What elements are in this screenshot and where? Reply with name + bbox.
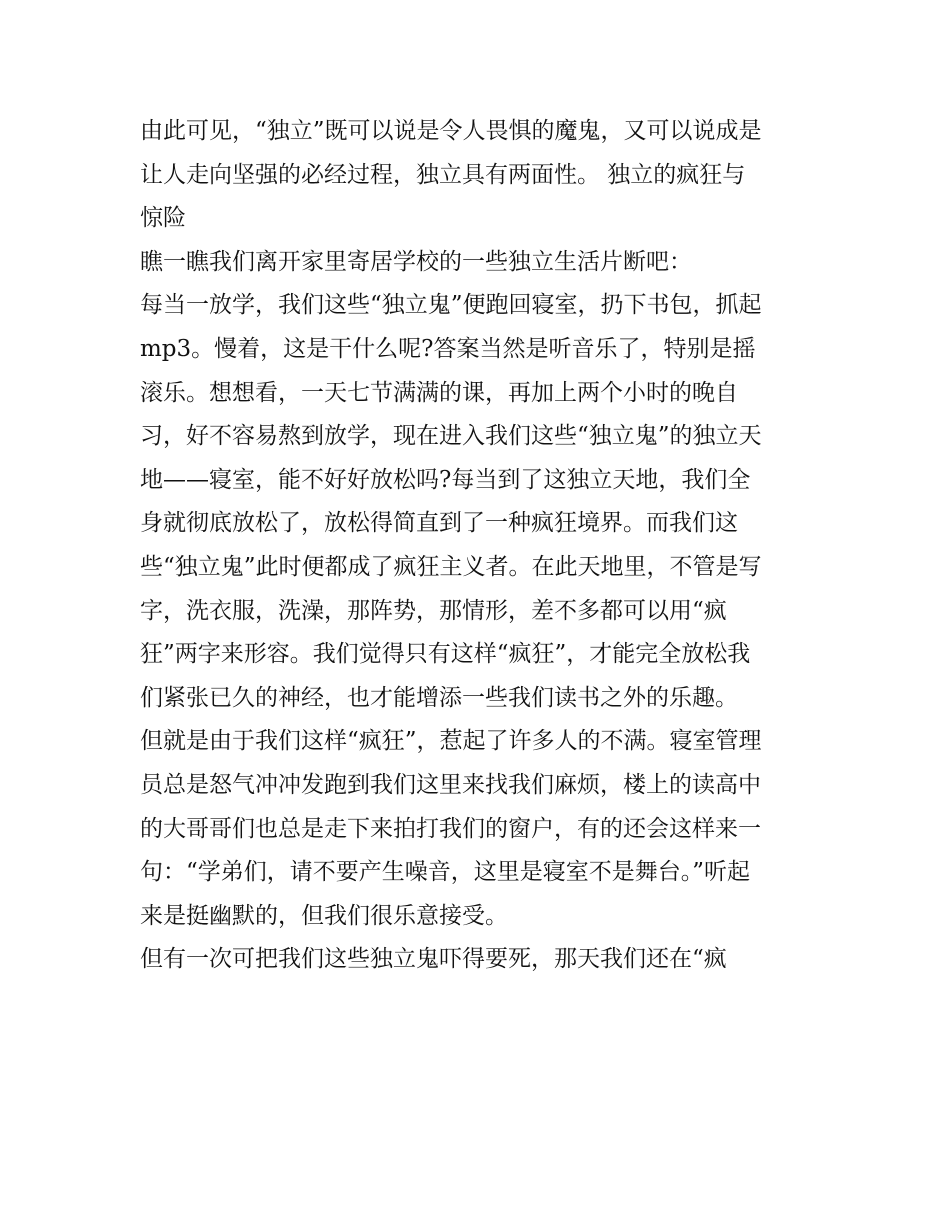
text-line: 狂”两字来形容。我们觉得只有这样“疯狂”，才能完全放松我 <box>140 641 751 668</box>
text-line: 字，洗衣服，洗澡，那阵势，那情形，差不多都可以用“疯 <box>140 597 727 624</box>
text-line: 地——寝室，能不好好放松吗?每当到了这独立天地，我们全 <box>140 466 751 493</box>
text-line: 由此可见，“独立”既可以说是令人畏惧的魔鬼，又可以说成是 <box>140 118 762 144</box>
text-line: 瞧一瞧我们离开家里寄居学校的一些独立生活片断吧： <box>140 248 692 275</box>
text-line: mp3。慢着，这是干什么呢?答案当然是听音乐了，特别是摇 <box>140 335 756 362</box>
text-line: 惊险 <box>140 205 186 232</box>
text-line: 句：“学弟们，请不要产生噪音，这里是寝室不是舞台。”听起 <box>140 859 751 886</box>
text-line: 让人走向坚强的必经过程，独立具有两面性。 独立的疯狂与 <box>140 161 746 188</box>
text-line: 习，好不容易熬到放学，现在进入我们这些“独立鬼”的独立天 <box>140 423 762 450</box>
text-line: 每当一放学，我们这些“独立鬼”便跑回寝室，扔下书包，抓起 <box>140 292 762 319</box>
text-line: 些“独立鬼”此时便都成了疯狂主义者。在此天地里，不管是写 <box>140 553 762 580</box>
text-line: 但就是由于我们这样“疯狂”，惹起了许多人的不满。寝室管理 <box>140 728 762 755</box>
body-text <box>140 110 830 982</box>
text-line: 来是挺幽默的，但我们很乐意接受。 <box>140 902 508 929</box>
text-line: 身就彻底放松了，放松得简直到了一种疯狂境界。而我们这 <box>140 510 738 537</box>
text-line: 们紧张已久的神经，也才能增添一些我们读书之外的乐趣。 <box>140 684 738 711</box>
text-line: 但有一次可把我们这些独立鬼吓得要死，那天我们还在“疯 <box>140 946 727 973</box>
text-line: 员总是怒气冲冲发跑到我们这里来找我们麻烦，楼上的读高中 <box>140 771 761 798</box>
text-line: 的大哥哥们也总是走下来拍打我们的窗户，有的还会这样来一 <box>140 815 761 842</box>
text-line: 滚乐。想想看，一天七节满满的课，再加上两个小时的晚自 <box>140 379 738 406</box>
